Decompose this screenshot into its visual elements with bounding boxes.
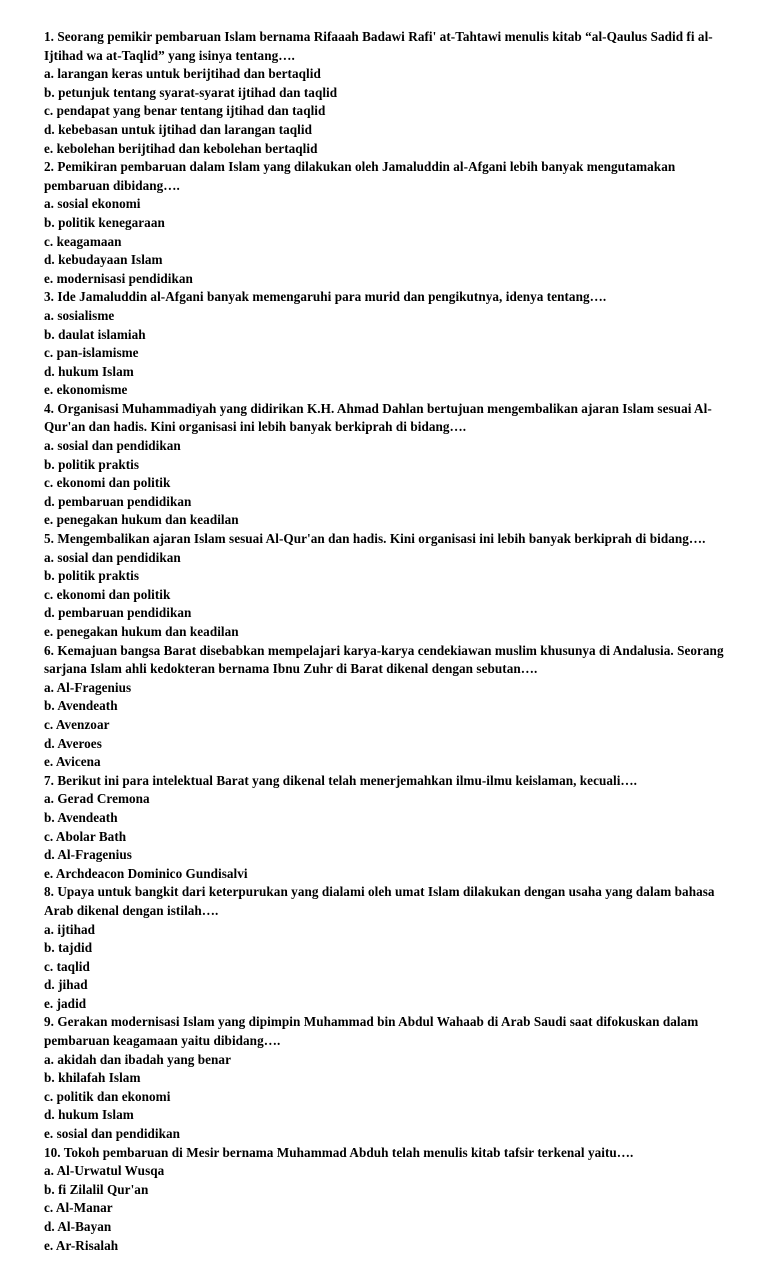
question-stem: 1. Seorang pemikir pembaruan Islam bernama Rifaaah Badawi Rafi' at-Tahtawi menulis kitab “al-Qaulus Sadid fi al-Ijtihad wa at-Taqlid” yang isinya tentang….	[44, 29, 713, 63]
question-stem: 9. Gerakan modernisasi Islam yang dipimpin Muhammad bin Abdul Wahaab di Arab Saudi saat difokuskan dalam pembaruan keagamaan yaitu dibidang….	[44, 1014, 702, 1049]
question-block-1	[44, 28, 724, 158]
option-a: a. ijtihad	[44, 921, 96, 937]
option-e: e. ekonomisme	[44, 382, 128, 398]
option-b: b. fi Zilalil Qur'an	[44, 1181, 149, 1197]
option-d: d. Al-Fragenius	[44, 847, 132, 863]
option-b: b. politik kenegaraan	[44, 214, 165, 230]
question-block-10	[44, 1144, 724, 1256]
option-b: b. daulat islamiah	[44, 326, 146, 342]
option-d: d. hukum Islam	[44, 363, 134, 379]
option-b: b. politik praktis	[44, 456, 140, 472]
question-block-2	[44, 158, 724, 288]
option-b: b. tajdid	[44, 940, 93, 956]
option-d: d. jihad	[44, 977, 88, 993]
question-block-9	[44, 1013, 724, 1143]
option-e: e. Ar-Risalah	[44, 1237, 119, 1253]
question-block-5	[44, 530, 724, 642]
option-a: a. Gerad Cremona	[44, 791, 150, 807]
option-d: d. kebebasan untuk ijtihad dan larangan taqlid	[44, 121, 312, 137]
question-block-3	[44, 288, 724, 400]
option-c: c. pan-islamisme	[44, 345, 139, 361]
option-c: c. keagamaan	[44, 233, 122, 249]
option-c: c. taqlid	[44, 958, 90, 974]
option-a: a. sosial dan pendidikan	[44, 438, 181, 454]
question-block-4	[44, 400, 724, 530]
option-e: e. Archdeacon Dominico Gundisalvi	[44, 865, 248, 881]
option-b: b. politik praktis	[44, 568, 140, 584]
option-c: c. Abolar Bath	[44, 828, 127, 844]
question-block-7	[44, 772, 724, 884]
option-c: c. ekonomi dan politik	[44, 586, 171, 602]
question-stem: 3. Ide Jamaluddin al-Afgani banyak memengaruhi para murid dan pengikutnya, idenya tentang….	[44, 289, 607, 305]
option-e: e. sosial dan pendidikan	[44, 1126, 181, 1142]
option-e: e. Avicena	[44, 754, 101, 770]
option-e: e. kebolehan berijtihad dan kebolehan bertaqlid	[44, 140, 318, 156]
option-d: d. pembaruan pendidikan	[44, 605, 192, 621]
option-e: e. modernisasi pendidikan	[44, 270, 193, 286]
option-e: e. penegakan hukum dan keadilan	[44, 512, 239, 528]
option-a: a. Al-Urwatul Wusqa	[44, 1163, 165, 1179]
question-block-6	[44, 642, 727, 772]
question-stem: 7. Berikut ini para intelektual Barat yang dikenal telah menerjemahkan ilmu-ilmu keislaman, kecuali….	[44, 772, 638, 788]
option-d: d. kebudayaan Islam	[44, 252, 163, 268]
option-a: a. sosial dan pendidikan	[44, 549, 181, 565]
question-stem: 10. Tokoh pembaruan di Mesir bernama Muhammad Abduh telah menulis kitab tafsir terkenal yaitu….	[44, 1144, 634, 1160]
option-a: a. sosialisme	[44, 307, 115, 323]
option-a: a. larangan keras untuk berijtihad dan bertaqlid	[44, 66, 321, 82]
option-c: c. Al-Manar	[44, 1200, 113, 1216]
question-stem: 8. Upaya untuk bangkit dari keterpurukan yang dialami oleh umat Islam dilakukan dengan usaha yang dalam bahasa Arab dikenal dengan istilah….	[44, 884, 718, 918]
option-c: c. politik dan ekonomi	[44, 1088, 171, 1104]
option-a: a. Al-Fragenius	[44, 679, 132, 695]
question-stem: 5. Mengembalikan ajaran Islam sesuai Al-Qur'an dan hadis. Kini organisasi ini lebih banyak berkiprah di bidang….	[44, 531, 706, 547]
option-c: c. pendapat yang benar tentang ijtihad dan taqlid	[44, 103, 326, 119]
question-stem: 6. Kemajuan bangsa Barat disebabkan mempelajari karya-karya cendekiawan muslim khusunya di Andalusia. Seorang sarjana Islam ahli kedokteran bernama Ibnu Zuhr di Barat dikenal dengan sebutan….	[44, 642, 727, 677]
option-e: e. penegakan hukum dan keadilan	[44, 624, 239, 639]
option-c: c. Avenzoar	[44, 716, 110, 732]
option-d: d. pembaruan pendidikan	[44, 493, 192, 509]
option-c: c. ekonomi dan politik	[44, 475, 171, 491]
option-b: b. khilafah Islam	[44, 1070, 141, 1086]
option-b: b. Avendeath	[44, 809, 118, 825]
option-b: b. Avendeath	[44, 698, 118, 714]
option-d: d. hukum Islam	[44, 1107, 134, 1123]
question-stem: 4. Organisasi Muhammadiyah yang didirikan K.H. Ahmad Dahlan bertujuan mengembalikan ajaran Islam sesuai Al-Qur'an dan hadis. Kini organisasi ini lebih banyak berkiprah di bidang….	[44, 400, 712, 435]
option-a: a. sosial ekonomi	[44, 196, 141, 212]
option-b: b. petunjuk tentang syarat-syarat ijtihad dan taqlid	[44, 84, 338, 100]
option-e: e. jadid	[44, 995, 87, 1011]
question-stem: 2. Pemikiran pembaruan dalam Islam yang dilakukan oleh Jamaluddin al-Afgani lebih banyak mengutamakan pembaruan dibidang….	[44, 159, 679, 193]
option-a: a. akidah dan ibadah yang benar	[44, 1051, 231, 1067]
question-block-8	[44, 883, 724, 1013]
option-d: d. Averoes	[44, 735, 102, 751]
option-d: d. Al-Bayan	[44, 1219, 112, 1234]
